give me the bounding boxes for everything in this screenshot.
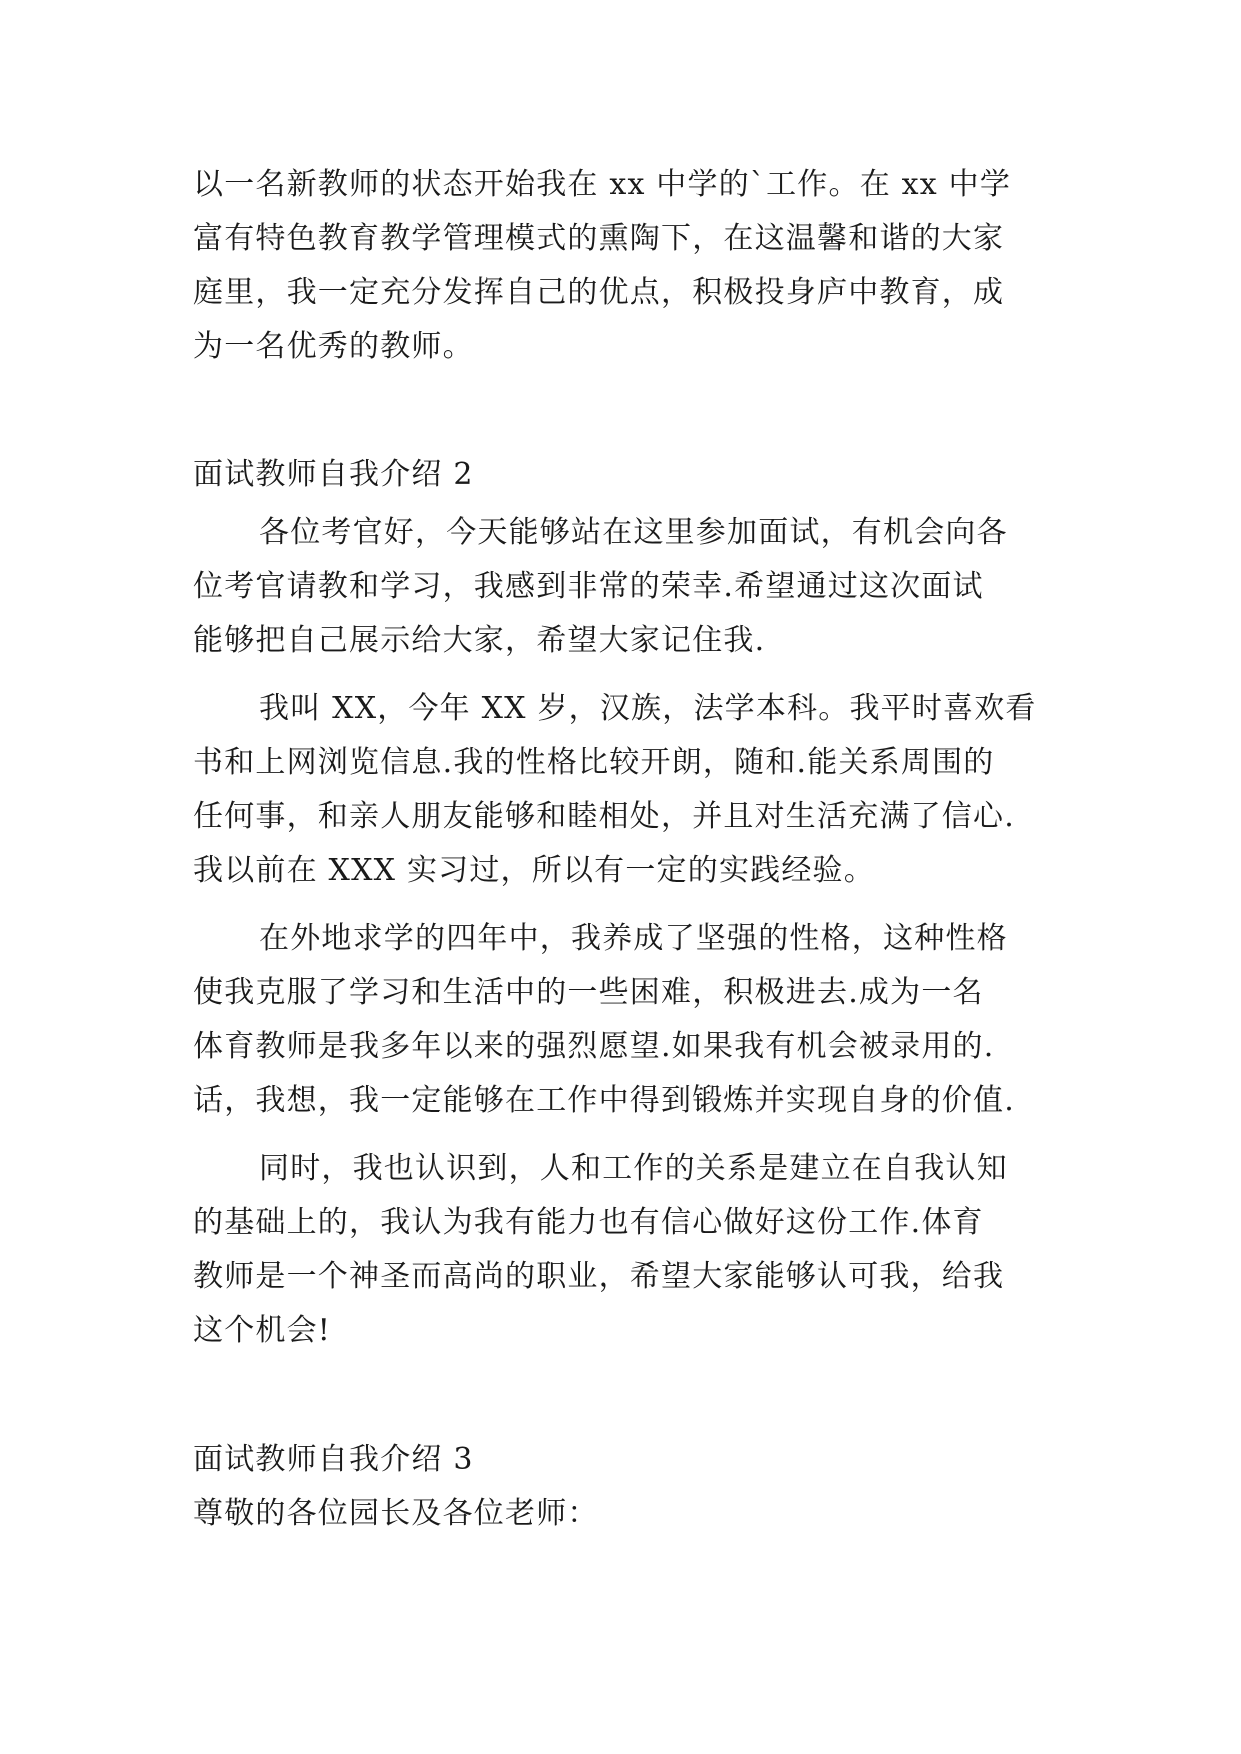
paragraph-line: 能够把自己展示给大家，希望大家记住我. — [193, 623, 766, 658]
paragraph-line: 庭里，我一定充分发挥自己的优点，积极投身庐中教育，成 — [193, 275, 1005, 310]
paragraph-line: 话，我想，我一定能够在工作中得到锻炼并实现自身的价值. — [193, 1083, 1015, 1118]
paragraph-line: 位考官请教和学习，我感到非常的荣幸.希望通过这次面试 — [193, 569, 984, 604]
section-heading-2: 面试教师自我介绍 2 — [193, 457, 474, 492]
section-heading-3: 面试教师自我介绍 3 — [193, 1442, 474, 1477]
paragraph-line: 同时，我也认识到，人和工作的关系是建立在自我认知 — [259, 1151, 1008, 1186]
paragraph-line: 在外地求学的四年中，我养成了坚强的性格，这种性格 — [259, 921, 1008, 956]
paragraph-line: 任何事，和亲人朋友能够和睦相处，并且对生活充满了信心. — [193, 799, 1015, 834]
paragraph-line: 各位考官好，今天能够站在这里参加面试，有机会向各 — [259, 515, 1008, 550]
paragraph-line: 的基础上的，我认为我有能力也有信心做好这份工作.体育 — [193, 1205, 984, 1240]
paragraph-line: 以一名新教师的状态开始我在 xx 中学的`工作。在 xx 中学 — [193, 167, 1012, 202]
paragraph-line: 体育教师是我多年以来的强烈愿望.如果我有机会被录用的. — [193, 1029, 995, 1064]
paragraph-line: 我叫 XX，今年 XX 岁，汉族，法学本科。我平时喜欢看 — [259, 691, 1037, 726]
paragraph-line: 我以前在 XXX 实习过，所以有一定的实践经验。 — [193, 853, 875, 888]
paragraph-line: 这个机会! — [193, 1313, 332, 1348]
paragraph-line: 书和上网浏览信息.我的性格比较开朗，随和.能关系周围的 — [193, 745, 995, 780]
greeting-line: 尊敬的各位园长及各位老师： — [193, 1496, 599, 1531]
paragraph-line: 教师是一个神圣而高尚的职业，希望大家能够认可我，给我 — [193, 1259, 1005, 1294]
paragraph-line: 使我克服了学习和生活中的一些困难，积极进去.成为一名 — [193, 975, 984, 1010]
paragraph-line: 为一名优秀的教师。 — [193, 329, 474, 364]
paragraph-line: 富有特色教育教学管理模式的熏陶下，在这温馨和谐的大家 — [193, 221, 1005, 256]
